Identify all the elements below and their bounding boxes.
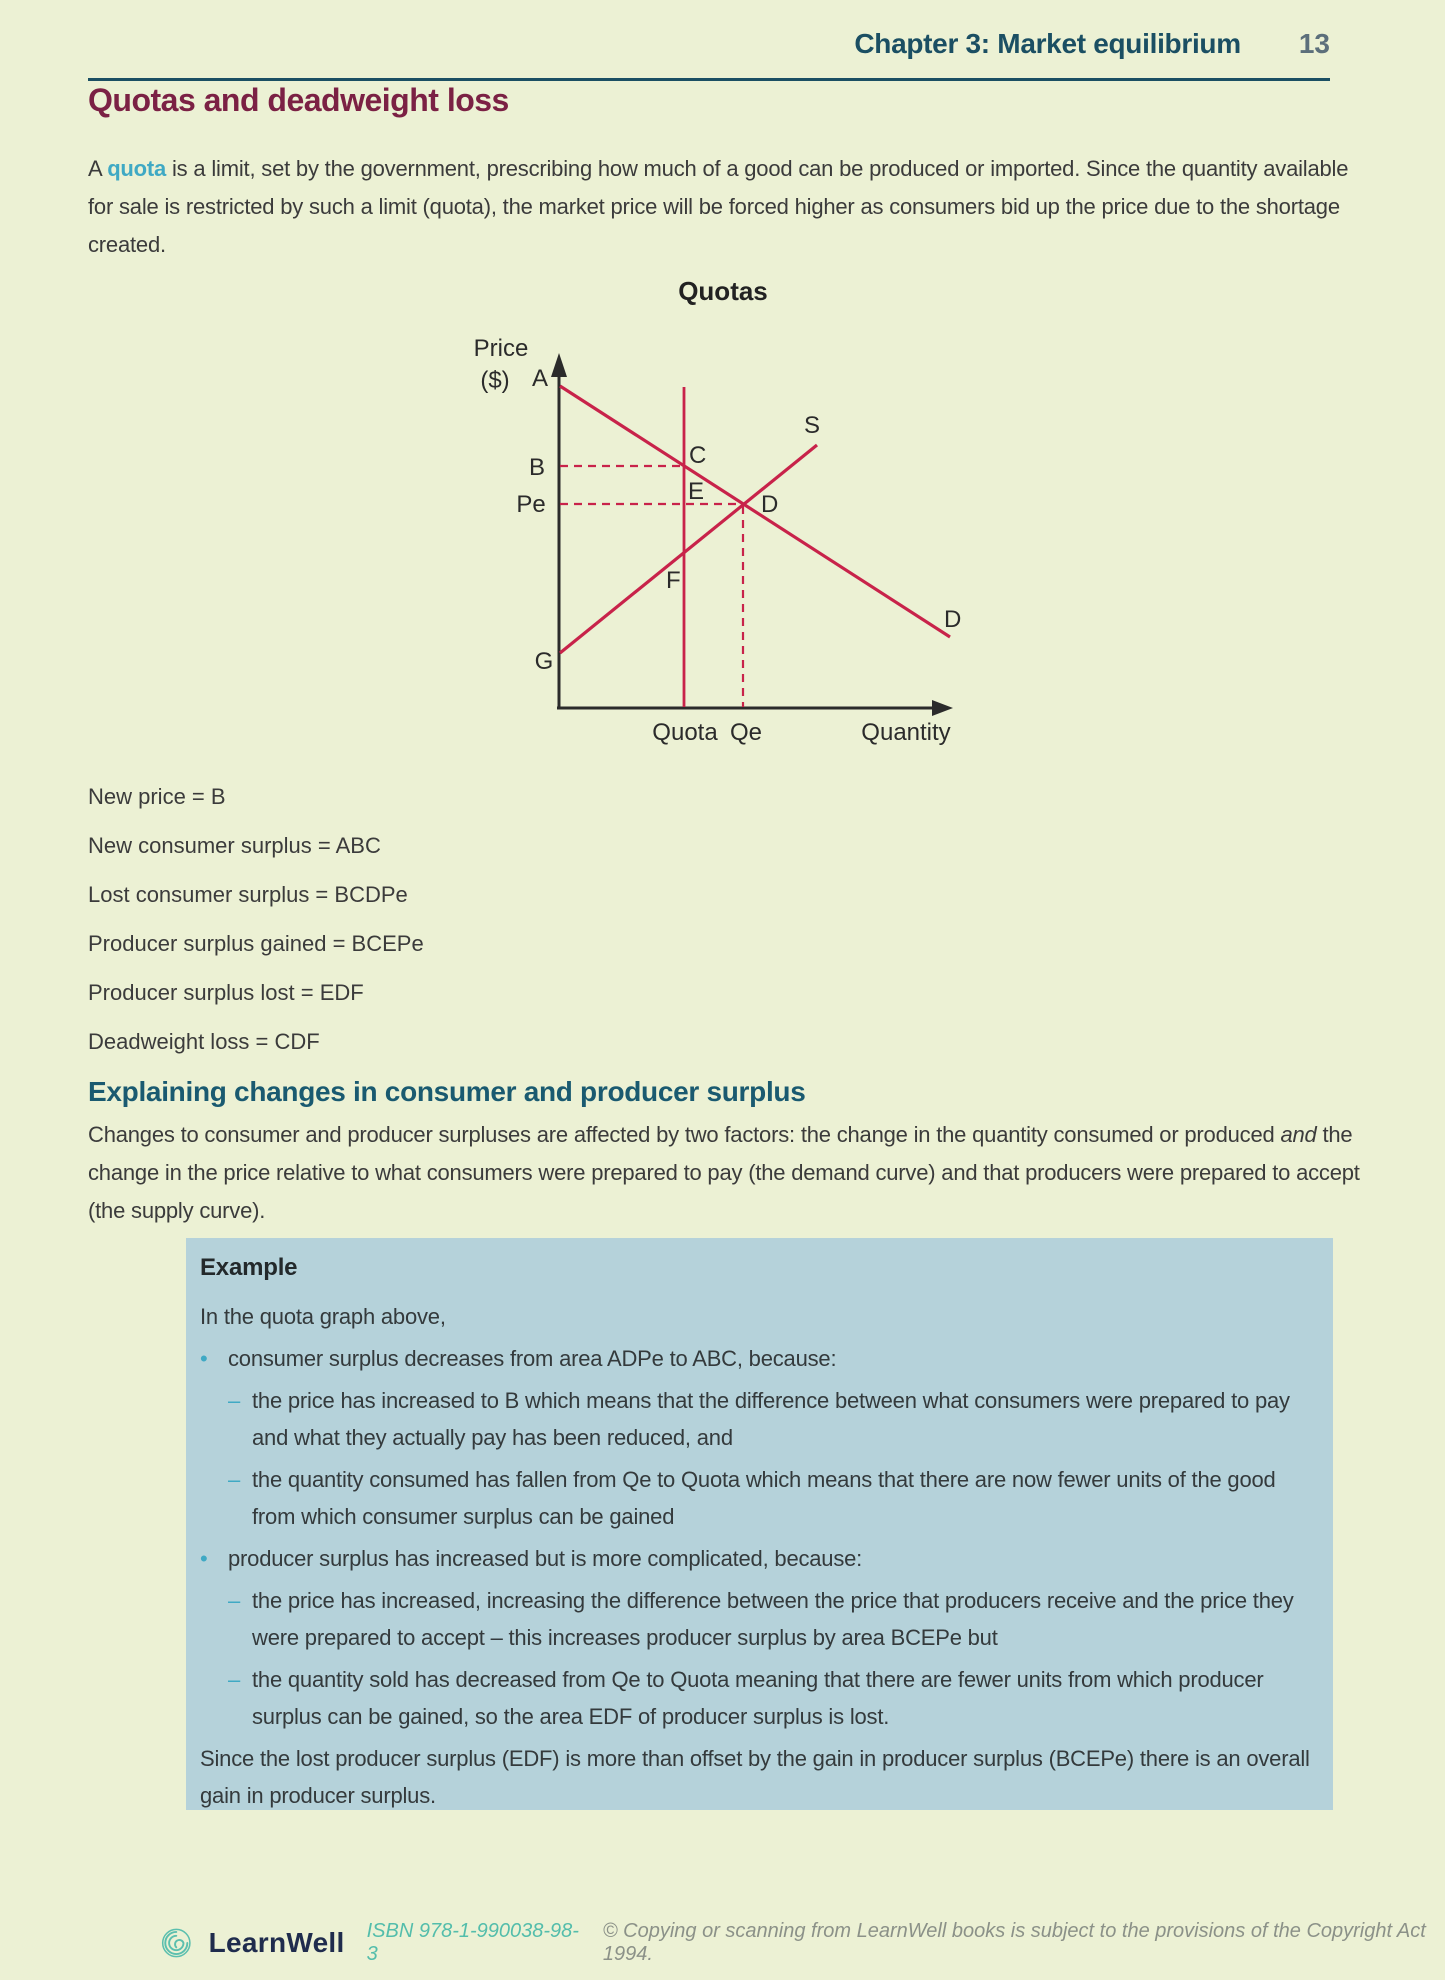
dash-icon: – (228, 1588, 241, 1613)
bullet-icon: • (200, 1346, 208, 1371)
explaining-paragraph (88, 1116, 1363, 1230)
supply-curve-label: S (804, 412, 821, 439)
sub-item-text: the price has increased to B which means that the difference between what consumers were prepared to pay and what they actually pay has been reduced, and (252, 1388, 1290, 1450)
result-lost-consumer-surplus: Lost consumer surplus = BCDPe (88, 882, 408, 907)
example-box (186, 1238, 1333, 1810)
result-producer-surplus-lost: Producer surplus lost = EDF (88, 980, 364, 1005)
sub-item-text: the price has increased, increasing the difference between the price that producers receive and the price they were prepared to accept – this increases producer surplus by area BCEPe but (252, 1588, 1294, 1650)
section-title-quotas-deadweight-loss: Quotas and deadweight loss (88, 82, 509, 118)
demand-curve (560, 386, 950, 637)
sub-item-price-increased-b (228, 1382, 1311, 1456)
copyright-notice: © Copying or scanning from LearnWell books is subject to the provisions of the Copyright Act 1994. (602, 1920, 1426, 1965)
result-producer-surplus-gained: Producer surplus gained = BCEPe (88, 931, 424, 956)
intro-paragraph (88, 150, 1363, 264)
point-label-c: C (689, 442, 707, 469)
point-label-g: G (534, 648, 554, 675)
header-rule (88, 78, 1330, 81)
quota-diagram (440, 320, 980, 760)
dash-icon: – (228, 1667, 241, 1692)
bullet-item-consumer-surplus (200, 1340, 1311, 1377)
quota-results-list (88, 772, 424, 1066)
learnwell-logo-icon (160, 1926, 193, 1960)
bullet-text: producer surplus has increased but is more complicated, because: (228, 1546, 863, 1571)
x-tick-label-quota: Quota (652, 719, 718, 746)
keyword-quota: quota (107, 156, 167, 181)
explaining-paragraph-italic-and: and (1280, 1122, 1317, 1147)
sub-item-quantity-sold-decreased (228, 1661, 1311, 1735)
sub-item-price-increased-producers (228, 1582, 1311, 1656)
page-footer (160, 1920, 1445, 1966)
sub-item-text: the quantity consumed has fallen from Qe to Quota which means that there are now fewer units of the good from which consumer surplus can be gained (252, 1467, 1276, 1529)
point-label-pe: Pe (516, 491, 546, 518)
bullet-icon: • (200, 1546, 208, 1571)
example-heading: Example (200, 1254, 298, 1281)
sub-item-text: the quantity sold has decreased from Qe to Quota meaning that there are fewer units from which producer surplus can be gained, so the area EDF of producer surplus is lost. (252, 1667, 1264, 1729)
dash-icon: – (228, 1467, 241, 1492)
y-axis-title-price: Price (473, 335, 529, 362)
bullet-item-producer-surplus (200, 1540, 1311, 1577)
sub-item-quantity-fallen (228, 1461, 1311, 1535)
page-number: 13 (1298, 28, 1330, 59)
bullet-text: consumer surplus decreases from area ADPe to ABC, because: (228, 1346, 837, 1371)
point-label-d-equilibrium: D (761, 491, 779, 518)
point-label-a: A (531, 365, 549, 392)
learnwell-wordmark: LearnWell (208, 1927, 345, 1958)
result-deadweight-loss: Deadweight loss = CDF (88, 1029, 320, 1054)
x-axis-title-quantity: Quantity (861, 719, 951, 746)
intro-paragraph-rest: is a limit, set by the government, prescribing how much of a good can be produced or imported. Since the quantity available for sale is restricted by such a limit (quota), the market price will be forced higher as consumers bid up the price due to the shortage created. (88, 156, 1349, 257)
figure-title: Quotas (678, 276, 768, 306)
section-title-explaining-changes: Explaining changes in consumer and producer surplus (88, 1076, 806, 1107)
explaining-paragraph-part2: the change in the price relative to what consumers were prepared to pay (the demand curve) and that producers were prepared to accept (the supply curve). (88, 1122, 1360, 1223)
y-axis-arrow-icon (551, 353, 567, 377)
supply-curve (560, 445, 817, 653)
point-label-e: E (688, 478, 705, 505)
x-axis-arrow-icon (932, 700, 953, 716)
page-header (88, 28, 1330, 60)
explaining-paragraph-part1: Changes to consumer and producer surpluses are affected by two factors: the change in the quantity consumed or produced (88, 1122, 1281, 1147)
intro-paragraph-prefix: A (88, 156, 108, 181)
chapter-title: Chapter 3: Market equilibrium (854, 28, 1241, 59)
point-label-f: F (666, 567, 681, 594)
dash-icon: – (228, 1388, 241, 1413)
x-tick-label-qe: Qe (729, 719, 763, 746)
y-axis-title-dollar: ($) (480, 367, 510, 394)
point-label-b: B (528, 454, 546, 481)
example-intro: In the quota graph above, (200, 1304, 446, 1329)
example-closing: Since the lost producer surplus (EDF) is more than offset by the gain in producer surplus (BCEPe) there is an overall gain in producer surplus. (200, 1746, 1310, 1808)
isbn-text: ISBN 978-1-990038-98-3 (366, 1920, 579, 1965)
result-new-price: New price = B (88, 784, 226, 809)
result-new-consumer-surplus: New consumer surplus = ABC (88, 833, 381, 858)
demand-curve-label: D (944, 606, 962, 633)
